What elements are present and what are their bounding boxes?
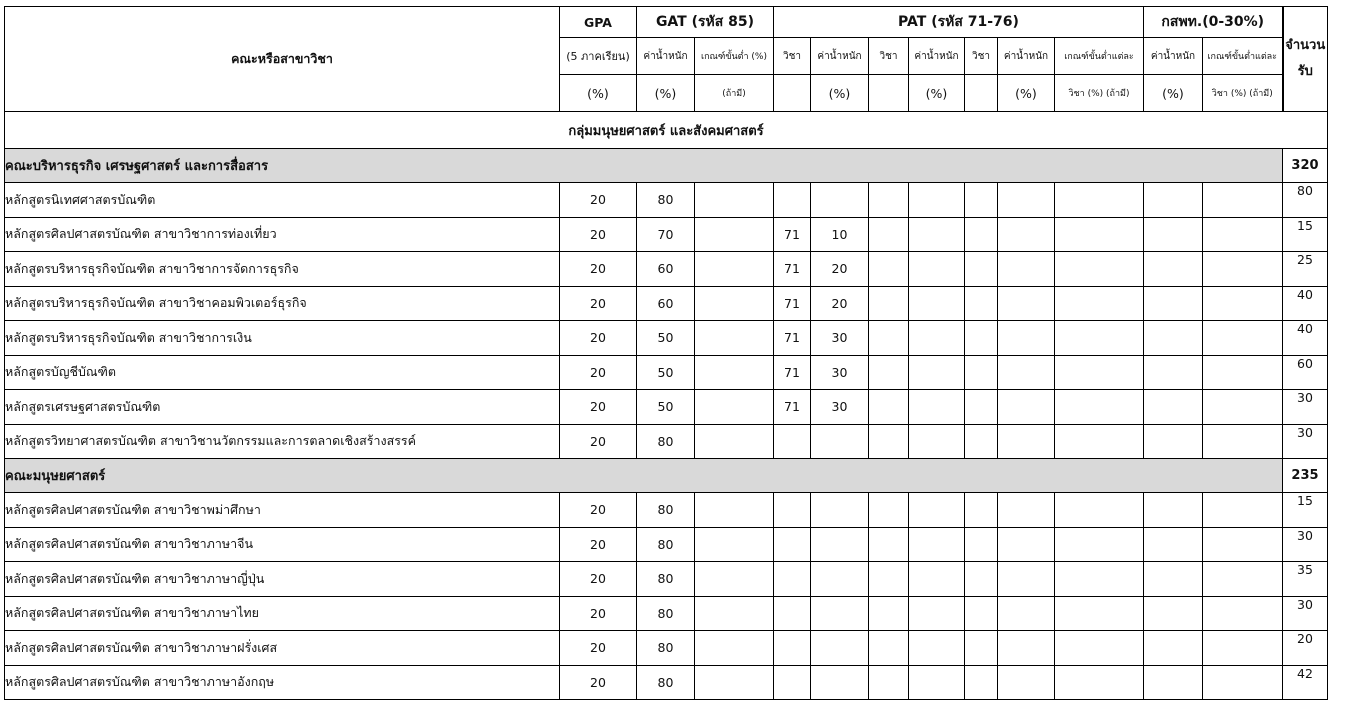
empty-cell (965, 183, 998, 218)
pat-min-note: วิชา (%) (ถ้ามี) (1055, 75, 1144, 112)
gat-min (695, 527, 774, 562)
gat-weight: 80 (637, 183, 695, 218)
program-capacity: 40 (1283, 321, 1328, 356)
pat-subject-header-1: วิชา (774, 38, 811, 75)
gat-weight: 50 (637, 355, 695, 390)
pat-subject-unit-1 (774, 75, 811, 112)
empty-cell (1144, 390, 1203, 425)
gpa-weight: 20 (560, 527, 637, 562)
pat-weight (811, 665, 869, 700)
empty-cell (965, 562, 998, 597)
pat-weight-header-2: ค่าน้ำหนัก (909, 38, 965, 75)
program-name: หลักสูตรศิลปศาสตรบัณฑิต สาขาวิชาภาษาจีน (5, 527, 560, 562)
empty-cell (869, 493, 909, 528)
gpa-weight: 20 (560, 596, 637, 631)
gat-min (695, 217, 774, 252)
empty-cell (1055, 493, 1144, 528)
empty-cell (1144, 562, 1203, 597)
program-capacity: 35 (1283, 562, 1328, 597)
empty-cell (909, 321, 965, 356)
empty-cell (909, 493, 965, 528)
program-capacity: 80 (1283, 183, 1328, 218)
empty-cell (869, 665, 909, 700)
empty-cell (1055, 183, 1144, 218)
program-name: หลักสูตรศิลปศาสตรบัณฑิต สาขาวิชาพม่าศึกษา (5, 493, 560, 528)
gat-weight: 80 (637, 665, 695, 700)
pat-subject: 71 (774, 355, 811, 390)
empty-cell (1144, 217, 1203, 252)
empty-cell (965, 527, 998, 562)
empty-cell (965, 596, 998, 631)
empty-cell (998, 390, 1055, 425)
empty-cell (998, 355, 1055, 390)
program-row (5, 390, 1328, 425)
empty-cell (1203, 562, 1283, 597)
empty-cell (1055, 665, 1144, 700)
program-row (5, 527, 1328, 562)
gat-min (695, 424, 774, 459)
kspt-min-note: วิชา (%) (ถ้ามี) (1203, 75, 1283, 112)
program-name: หลักสูตรศิลปศาสตรบัณฑิต สาขาวิชาภาษาไทย (5, 596, 560, 631)
gat-min (695, 321, 774, 356)
empty-cell (1055, 321, 1144, 356)
empty-cell (869, 596, 909, 631)
empty-cell (1203, 527, 1283, 562)
empty-cell (1203, 252, 1283, 287)
empty-cell (998, 424, 1055, 459)
gpa-weight: 20 (560, 355, 637, 390)
gpa-weight: 20 (560, 562, 637, 597)
empty-cell (1144, 665, 1203, 700)
empty-cell (965, 286, 998, 321)
empty-cell (1144, 493, 1203, 528)
gpa-weight: 20 (560, 183, 637, 218)
gat-min (695, 390, 774, 425)
program-name: หลักสูตรศิลปศาสตรบัณฑิต สาขาวิชาภาษาญี่ปุ่น (5, 562, 560, 597)
gat-min-header: เกณฑ์ขั้นต่ำ (%) (695, 38, 774, 75)
gat-min (695, 183, 774, 218)
pat-subject: 71 (774, 321, 811, 356)
program-row (5, 631, 1328, 666)
gpa-weight: 20 (560, 424, 637, 459)
faculty-row (5, 149, 1328, 183)
group-title: กลุ่มมนุษยศาสตร์ และสังคมศาสตร์ (5, 112, 1328, 149)
program-row (5, 321, 1328, 356)
gpa-header: GPA (560, 7, 637, 38)
pat-weight (811, 527, 869, 562)
admission-criteria-table (4, 6, 1328, 700)
empty-cell (1203, 665, 1283, 700)
gat-weight: 50 (637, 390, 695, 425)
empty-cell (869, 527, 909, 562)
empty-cell (909, 424, 965, 459)
pat-weight: 20 (811, 286, 869, 321)
empty-cell (869, 321, 909, 356)
program-capacity: 30 (1283, 596, 1328, 631)
empty-cell (869, 355, 909, 390)
gpa-weight: 20 (560, 252, 637, 287)
empty-cell (909, 596, 965, 631)
pat-subject (774, 665, 811, 700)
empty-cell (1144, 631, 1203, 666)
pat-weight (811, 493, 869, 528)
empty-cell (909, 217, 965, 252)
gpa-weight: 20 (560, 631, 637, 666)
faculty-column-header: คณะหรือสาขาวิชา (5, 7, 560, 112)
program-row (5, 562, 1328, 597)
empty-cell (909, 631, 965, 666)
faculty-name: คณะบริหารธุรกิจ เศรษฐศาสตร์ และการสื่อสาร (5, 149, 1283, 183)
empty-cell (1203, 217, 1283, 252)
program-capacity: 25 (1283, 252, 1328, 287)
pat-weight: 30 (811, 390, 869, 425)
empty-cell (869, 562, 909, 597)
pat-subject-unit-2 (869, 75, 909, 112)
program-name: หลักสูตรศิลปศาสตรบัณฑิต สาขาวิชาการท่องเที่ยว (5, 217, 560, 252)
empty-cell (869, 424, 909, 459)
empty-cell (1055, 562, 1144, 597)
empty-cell (1144, 286, 1203, 321)
pat-weight: 30 (811, 355, 869, 390)
empty-cell (909, 665, 965, 700)
gat-min (695, 493, 774, 528)
program-capacity: 30 (1283, 424, 1328, 459)
empty-cell (909, 183, 965, 218)
program-capacity: 20 (1283, 631, 1328, 666)
program-row (5, 286, 1328, 321)
empty-cell (1144, 527, 1203, 562)
pat-subject (774, 424, 811, 459)
kspt-weight-unit: (%) (1144, 75, 1203, 112)
program-name: หลักสูตรศิลปศาสตรบัณฑิต สาขาวิชาภาษาฝรั่งเศส (5, 631, 560, 666)
empty-cell (965, 217, 998, 252)
gat-weight-unit: (%) (637, 75, 695, 112)
gat-min (695, 631, 774, 666)
empty-cell (1144, 252, 1203, 287)
gpa-weight: 20 (560, 493, 637, 528)
program-row (5, 217, 1328, 252)
empty-cell (869, 390, 909, 425)
empty-cell (909, 390, 965, 425)
pat-weight: 10 (811, 217, 869, 252)
faculty-name: คณะมนุษยศาสตร์ (5, 459, 1283, 493)
empty-cell (1055, 596, 1144, 631)
capacity-header-line1: จำนวน (1285, 38, 1326, 53)
pat-weight: 30 (811, 321, 869, 356)
empty-cell (1203, 355, 1283, 390)
kspt-min-header: เกณฑ์ขั้นต่ำแต่ละ (1203, 38, 1283, 75)
pat-subject (774, 527, 811, 562)
empty-cell (998, 631, 1055, 666)
empty-cell (1055, 286, 1144, 321)
pat-subject: 71 (774, 252, 811, 287)
program-name: หลักสูตรบริหารธุรกิจบัณฑิต สาขาวิชาการจัดการธุรกิจ (5, 252, 560, 287)
empty-cell (1203, 390, 1283, 425)
empty-cell (1203, 631, 1283, 666)
gat-min (695, 252, 774, 287)
gpa-weight: 20 (560, 286, 637, 321)
empty-cell (1144, 355, 1203, 390)
empty-cell (909, 286, 965, 321)
pat-weight (811, 596, 869, 631)
program-row (5, 355, 1328, 390)
pat-weight-unit-1: (%) (811, 75, 869, 112)
gpa-weight: 20 (560, 665, 637, 700)
empty-cell (1055, 424, 1144, 459)
empty-cell (965, 355, 998, 390)
empty-cell (998, 217, 1055, 252)
empty-cell (998, 562, 1055, 597)
gat-min (695, 286, 774, 321)
program-capacity: 30 (1283, 527, 1328, 562)
pat-subject: 71 (774, 217, 811, 252)
empty-cell (1203, 183, 1283, 218)
program-capacity: 30 (1283, 390, 1328, 425)
empty-cell (869, 252, 909, 287)
program-name: หลักสูตรนิเทศศาสตรบัณฑิต (5, 183, 560, 218)
empty-cell (998, 183, 1055, 218)
gat-weight: 80 (637, 527, 695, 562)
empty-cell (909, 562, 965, 597)
pat-weight-header-3: ค่าน้ำหนัก (998, 38, 1055, 75)
pat-header: PAT (รหัส 71-76) (774, 7, 1144, 38)
program-capacity: 60 (1283, 355, 1328, 390)
gpa-unit: (%) (560, 75, 637, 112)
gat-min-note: (ถ้ามี) (695, 75, 774, 112)
gpa-weight: 20 (560, 217, 637, 252)
empty-cell (1203, 424, 1283, 459)
empty-cell (1144, 183, 1203, 218)
empty-cell (998, 596, 1055, 631)
empty-cell (998, 252, 1055, 287)
gat-weight: 70 (637, 217, 695, 252)
gat-min (695, 355, 774, 390)
gat-weight: 60 (637, 286, 695, 321)
empty-cell (1144, 596, 1203, 631)
program-capacity: 15 (1283, 217, 1328, 252)
pat-weight (811, 183, 869, 218)
program-row (5, 424, 1328, 459)
pat-weight: 20 (811, 252, 869, 287)
empty-cell (1055, 217, 1144, 252)
program-name: หลักสูตรเศรษฐศาสตรบัณฑิต (5, 390, 560, 425)
empty-cell (998, 286, 1055, 321)
capacity-header-line2: รับ (1297, 64, 1313, 79)
gat-weight: 80 (637, 631, 695, 666)
program-name: หลักสูตรบริหารธุรกิจบัณฑิต สาขาวิชาคอมพิวเตอร์ธุรกิจ (5, 286, 560, 321)
empty-cell (998, 493, 1055, 528)
pat-subject (774, 493, 811, 528)
empty-cell (1055, 252, 1144, 287)
empty-cell (1055, 631, 1144, 666)
empty-cell (869, 183, 909, 218)
empty-cell (1203, 493, 1283, 528)
pat-subject (774, 596, 811, 631)
pat-subject-header-2: วิชา (869, 38, 909, 75)
gat-weight: 80 (637, 562, 695, 597)
program-row (5, 493, 1328, 528)
empty-cell (1203, 321, 1283, 356)
empty-cell (909, 355, 965, 390)
pat-weight-unit-2: (%) (909, 75, 965, 112)
empty-cell (1203, 596, 1283, 631)
empty-cell (909, 527, 965, 562)
empty-cell (869, 631, 909, 666)
faculty-total-capacity: 235 (1283, 459, 1328, 493)
empty-cell (998, 665, 1055, 700)
faculty-row (5, 459, 1328, 493)
gat-header: GAT (รหัส 85) (637, 7, 774, 38)
gat-weight: 60 (637, 252, 695, 287)
gat-min (695, 665, 774, 700)
gat-weight: 80 (637, 424, 695, 459)
empty-cell (998, 321, 1055, 356)
empty-cell (1144, 424, 1203, 459)
pat-weight-unit-3: (%) (998, 75, 1055, 112)
table-body (5, 7, 1328, 700)
gat-min (695, 562, 774, 597)
gpa-weight: 20 (560, 390, 637, 425)
kspt-header: กสพท.(0-30%) (1144, 7, 1283, 38)
program-name: หลักสูตรบริหารธุรกิจบัณฑิต สาขาวิชาการเงิน (5, 321, 560, 356)
empty-cell (869, 217, 909, 252)
kspt-weight-header: ค่าน้ำหนัก (1144, 38, 1203, 75)
pat-subject (774, 183, 811, 218)
capacity-header (1283, 7, 1328, 112)
empty-cell (965, 493, 998, 528)
pat-subject: 71 (774, 390, 811, 425)
pat-subject-unit-3 (965, 75, 998, 112)
gat-weight: 80 (637, 596, 695, 631)
pat-subject (774, 631, 811, 666)
pat-weight-header-1: ค่าน้ำหนัก (811, 38, 869, 75)
program-capacity: 40 (1283, 286, 1328, 321)
gat-weight-header: ค่าน้ำหนัก (637, 38, 695, 75)
pat-subject-header-3: วิชา (965, 38, 998, 75)
program-capacity: 42 (1283, 665, 1328, 700)
gat-weight: 80 (637, 493, 695, 528)
empty-cell (965, 631, 998, 666)
pat-weight (811, 631, 869, 666)
gpa-weight: 20 (560, 321, 637, 356)
empty-cell (1055, 355, 1144, 390)
program-capacity: 15 (1283, 493, 1328, 528)
gpa-subheader: (5 ภาคเรียน) (560, 38, 637, 75)
empty-cell (869, 286, 909, 321)
pat-weight (811, 562, 869, 597)
empty-cell (998, 527, 1055, 562)
pat-min-header: เกณฑ์ขั้นต่ำแต่ละ (1055, 38, 1144, 75)
gat-min (695, 596, 774, 631)
empty-cell (965, 252, 998, 287)
empty-cell (965, 665, 998, 700)
faculty-total-capacity: 320 (1283, 149, 1328, 183)
empty-cell (965, 390, 998, 425)
empty-cell (909, 252, 965, 287)
empty-cell (965, 321, 998, 356)
program-row (5, 252, 1328, 287)
program-name: หลักสูตรวิทยาศาสตรบัณฑิต สาขาวิชานวัตกรรมและการตลาดเชิงสร้างสรรค์ (5, 424, 560, 459)
pat-weight (811, 424, 869, 459)
program-name: หลักสูตรบัญชีบัณฑิต (5, 355, 560, 390)
program-row (5, 183, 1328, 218)
gat-weight: 50 (637, 321, 695, 356)
program-name: หลักสูตรศิลปศาสตรบัณฑิต สาขาวิชาภาษาอังกฤษ (5, 665, 560, 700)
empty-cell (1055, 390, 1144, 425)
pat-subject (774, 562, 811, 597)
empty-cell (965, 424, 998, 459)
empty-cell (1055, 527, 1144, 562)
empty-cell (1203, 286, 1283, 321)
program-row (5, 665, 1328, 700)
pat-subject: 71 (774, 286, 811, 321)
program-row (5, 596, 1328, 631)
empty-cell (1144, 321, 1203, 356)
